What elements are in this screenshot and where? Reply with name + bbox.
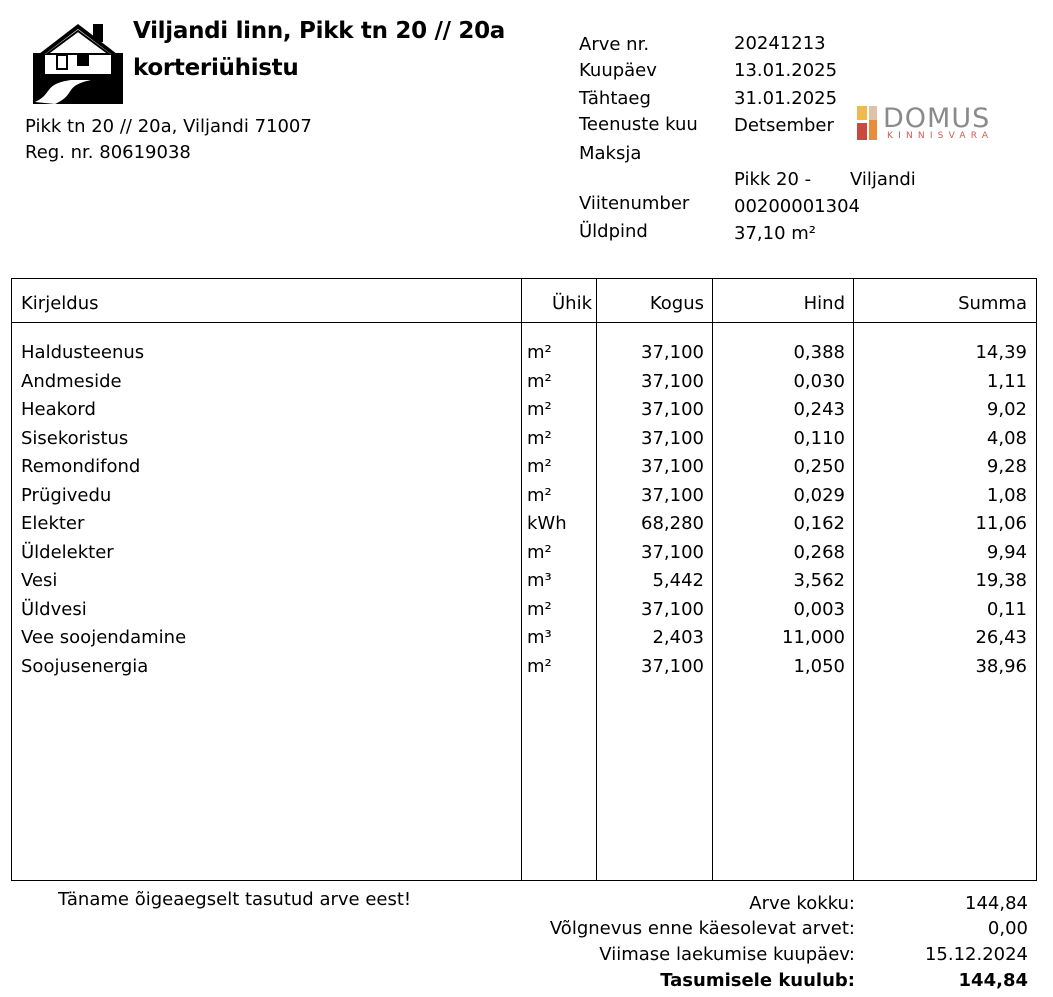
cell-sum: 9,02 [986, 399, 1027, 420]
last-payment-label: Viimase laekumise kuupäev: [599, 944, 855, 965]
table-row [12, 371, 1036, 399]
cell-unit: m² [527, 342, 552, 363]
table-row [12, 428, 1036, 456]
payer-label: Maksja [579, 143, 642, 164]
cell-quantity: 68,280 [641, 513, 704, 534]
cell-unit: m² [527, 399, 552, 420]
invoice-date: 13.01.2025 [734, 60, 838, 81]
cell-sum: 0,11 [986, 598, 1027, 620]
company-address: Pikk tn 20 // 20a, Viljandi 71007 [25, 116, 312, 137]
cell-price: 0,030 [793, 370, 845, 392]
payer-address-city: Viljandi [850, 169, 916, 190]
cell-description: Andmeside [21, 370, 122, 392]
house-logo-icon [33, 20, 123, 104]
table-row [12, 599, 1036, 627]
cell-price: 0,388 [793, 342, 845, 363]
header-price: Hind [803, 293, 845, 314]
cell-sum: 9,28 [986, 456, 1027, 477]
header-description: Kirjeldus [21, 293, 99, 314]
table-row [12, 570, 1036, 598]
cell-quantity: 5,442 [652, 570, 704, 591]
last-payment-value: 15.12.2024 [924, 944, 1028, 965]
cell-unit: m² [527, 484, 552, 506]
cell-quantity: 37,100 [641, 541, 704, 563]
cell-description: Üldvesi [21, 598, 87, 620]
cell-quantity: 37,100 [641, 598, 704, 620]
cell-unit: m² [527, 456, 552, 477]
cell-description: Elekter [21, 513, 85, 534]
cell-price: 0,029 [793, 484, 845, 506]
header-sum: Summa [958, 293, 1027, 314]
invoice-number: 20241213 [734, 33, 826, 54]
cell-quantity: 37,100 [641, 484, 704, 506]
area-label: Üldpind [579, 221, 648, 242]
cell-unit: m³ [527, 570, 552, 591]
thanks-message: Täname õigeaegselt tasutud arve eest! [58, 889, 412, 910]
table-row [12, 627, 1036, 655]
header-quantity: Kogus [649, 293, 704, 314]
cell-description: Vesi [21, 570, 58, 591]
debt-label: Võlgnevus enne käesolevat arvet: [549, 918, 855, 939]
cell-sum: 14,39 [975, 342, 1027, 363]
cell-description: Heakord [21, 399, 96, 420]
cell-quantity: 37,100 [641, 655, 704, 677]
invoice-number-label: Arve nr. [579, 34, 650, 55]
cell-unit: m² [527, 427, 552, 449]
cell-description: Prügivedu [21, 484, 112, 506]
cell-sum: 1,08 [986, 484, 1027, 506]
domus-logo-subtitle: KINNISVARA [887, 131, 994, 141]
cell-price: 0,250 [793, 456, 845, 477]
cell-price: 0,243 [793, 399, 845, 420]
domus-logo-word: DOMUS [883, 103, 991, 134]
company-reg-number: Reg. nr. 80619038 [25, 142, 191, 163]
cell-quantity: 37,100 [641, 370, 704, 392]
cell-description: Remondifond [21, 456, 141, 477]
cell-sum: 19,38 [975, 570, 1027, 591]
cell-quantity: 37,100 [641, 456, 704, 477]
invoice-due-label: Tähtaeg [579, 88, 651, 109]
cell-sum: 11,06 [975, 513, 1027, 534]
cell-price: 0,268 [793, 541, 845, 563]
cell-price: 0,003 [793, 598, 845, 620]
header-unit: Ühik [551, 293, 592, 314]
table-row [12, 542, 1036, 570]
cell-description: Üldelekter [21, 541, 114, 563]
cell-unit: kWh [527, 513, 567, 534]
reference-number: 00200001304 [734, 196, 860, 217]
table-row [12, 513, 1036, 541]
cell-description: Sisekoristus [21, 427, 129, 449]
cell-description: Soojusenergia [21, 655, 149, 677]
cell-sum: 4,08 [986, 427, 1027, 449]
cell-price: 0,110 [793, 427, 845, 449]
cell-price: 1,050 [793, 655, 845, 677]
total-value: 144,84 [965, 893, 1028, 914]
cell-unit: m³ [527, 627, 552, 648]
cell-sum: 9,94 [986, 541, 1027, 563]
domus-logo-icon [857, 106, 881, 140]
cell-price: 11,000 [782, 627, 845, 648]
table-row [12, 485, 1036, 513]
cell-quantity: 37,100 [641, 399, 704, 420]
cell-quantity: 37,100 [641, 342, 704, 363]
table-row [12, 399, 1036, 427]
cell-sum: 1,11 [986, 370, 1027, 392]
invoice-date-label: Kuupäev [579, 60, 657, 81]
payable-label: Tasumisele kuulub: [660, 970, 855, 991]
cell-unit: m² [527, 541, 552, 563]
table-row [12, 342, 1036, 370]
cell-price: 3,562 [793, 570, 845, 591]
payer-address-street: Pikk 20 - [734, 169, 812, 190]
cell-sum: 26,43 [975, 627, 1027, 648]
company-name: Viljandi linn, Pikk tn 20 // 20a [133, 18, 506, 44]
payable-value: 144,84 [958, 970, 1028, 991]
invoice-items-table [11, 278, 1037, 881]
cell-quantity: 37,100 [641, 427, 704, 449]
debt-value: 0,00 [987, 918, 1028, 939]
area-value: 37,10 m² [734, 223, 817, 244]
cell-description: Vee soojendamine [21, 627, 187, 648]
cell-quantity: 2,403 [652, 627, 704, 648]
cell-price: 0,162 [793, 513, 845, 534]
cell-description: Haldusteenus [21, 342, 145, 363]
total-label: Arve kokku: [749, 893, 855, 914]
company-type: korteriühistu [133, 55, 299, 81]
reference-label: Viitenumber [579, 193, 690, 214]
table-row [12, 656, 1036, 684]
service-month: Detsember [734, 115, 834, 136]
cell-sum: 38,96 [975, 655, 1027, 677]
cell-unit: m² [527, 370, 552, 392]
invoice-due: 31.01.2025 [734, 88, 838, 109]
cell-unit: m² [527, 655, 552, 677]
service-month-label: Teenuste kuu [579, 114, 698, 135]
table-row [12, 456, 1036, 484]
cell-unit: m² [527, 598, 552, 620]
